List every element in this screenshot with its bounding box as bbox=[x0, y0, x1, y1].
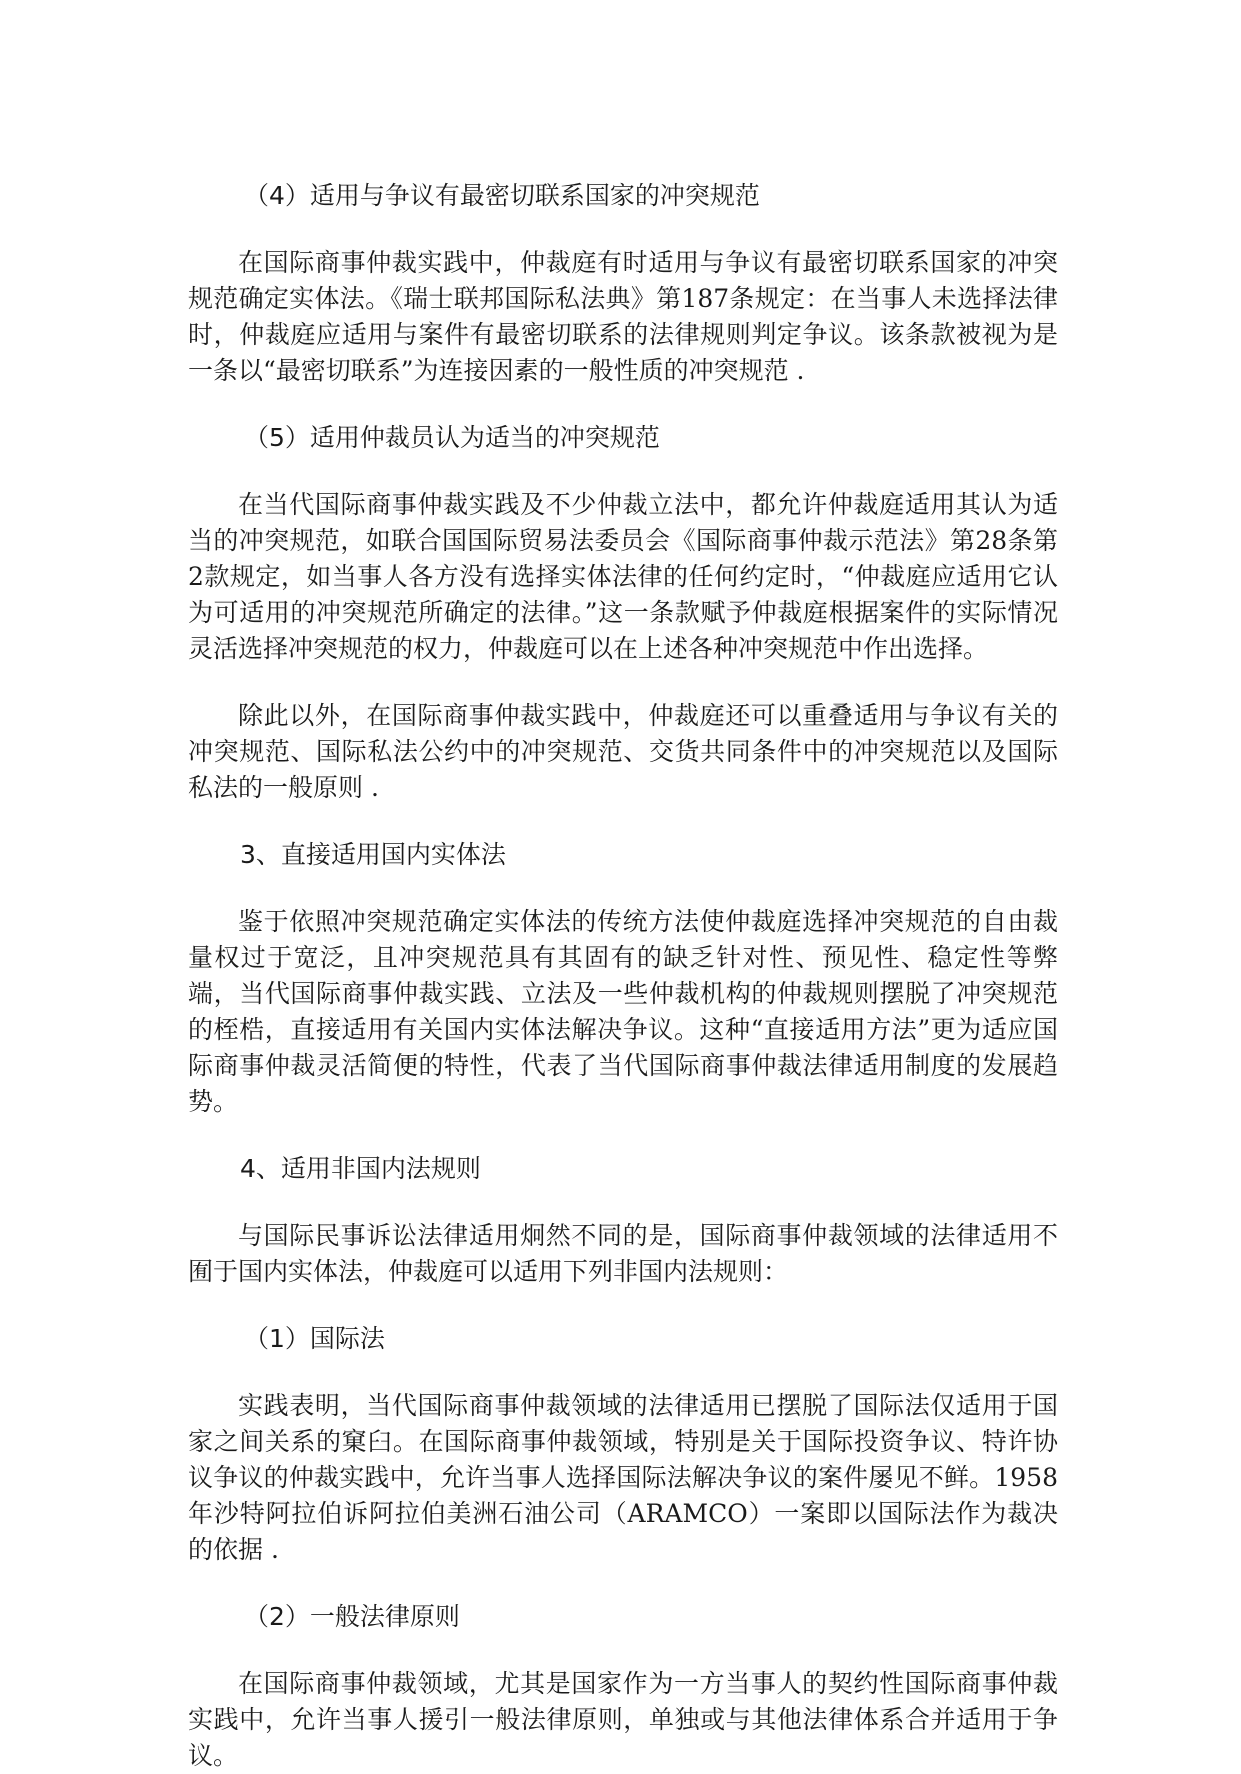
section-heading: 4、适用非国内法规则 bbox=[240, 1154, 481, 1183]
section-heading: 3、直接适用国内实体法 bbox=[240, 840, 506, 869]
paragraph: 除此以外，在国际商事仲裁实践中，仲裁庭还可以重叠适用与争议有关的冲突规范、国际私法公约中的冲突规范、交货共同条件中的冲突规范以及国际私法的一般原则 . bbox=[188, 701, 1058, 802]
paragraph: 在当代国际商事仲裁实践及不少仲裁立法中，都允许仲裁庭适用其认为适当的冲突规范，如联合国国际贸易法委员会《国际商事仲裁示范法》第28条第2款规定，如当事人各方没有选择实体法律的任何约定时，“仲裁庭应适用它认为可适用的冲突规范所确定的法律。”这一条款赋予仲裁庭根据案件的实际情况灵活选择冲突规范的权力，仲裁庭可以在上述各种冲突规范中作出选择。 bbox=[188, 490, 1058, 663]
paragraph: 与国际民事诉讼法律适用炯然不同的是，国际商事仲裁领域的法律适用不囿于国内实体法，仲裁庭可以适用下列非国内法规则： bbox=[188, 1221, 1058, 1286]
paragraph: 实践表明，当代国际商事仲裁领域的法律适用已摆脱了国际法仅适用于国家之间关系的窠臼。在国际商事仲裁领域，特别是关于国际投资争议、特许协议争议的仲裁实践中，允许当事人选择国际法解决争议的案件屡见不鲜。1958年沙特阿拉伯诉阿拉伯美洲石油公司（ARAMCO）一案即以国际法作为裁决的依据 . bbox=[188, 1391, 1058, 1564]
section-heading: （4）适用与争议有最密切联系国家的冲突规范 bbox=[244, 181, 760, 210]
paragraph: 在国际商事仲裁领域，尤其是国家作为一方当事人的契约性国际商事仲裁实践中，允许当事人援引一般法律原则，单独或与其他法律体系合并适用于争议。 bbox=[188, 1669, 1058, 1770]
paragraph: 在国际商事仲裁实践中，仲裁庭有时适用与争议有最密切联系国家的冲突规范确定实体法。《瑞士联邦国际私法典》第187条规定：在当事人未选择法律时，仲裁庭应适用与案件有最密切联系的法律规则判定争议。该条款被视为是一条以“最密切联系”为连接因素的一般性质的冲突规范 . bbox=[188, 248, 1058, 385]
section-heading: （1）国际法 bbox=[244, 1324, 385, 1353]
section-heading: （2）一般法律原则 bbox=[244, 1602, 460, 1631]
section-heading: （5）适用仲裁员认为适当的冲突规范 bbox=[244, 423, 660, 452]
paragraph: 鉴于依照冲突规范确定实体法的传统方法使仲裁庭选择冲突规范的自由裁量权过于宽泛，且冲突规范具有其固有的缺乏针对性、预见性、稳定性等弊端，当代国际商事仲裁实践、立法及一些仲裁机构的仲裁规则摆脱了冲突规范的桎梏，直接适用有关国内实体法解决争议。这种“直接适用方法”更为适应国际商事仲裁灵活简便的特性，代表了当代国际商事仲裁法律适用制度的发展趋势。 bbox=[188, 907, 1058, 1116]
